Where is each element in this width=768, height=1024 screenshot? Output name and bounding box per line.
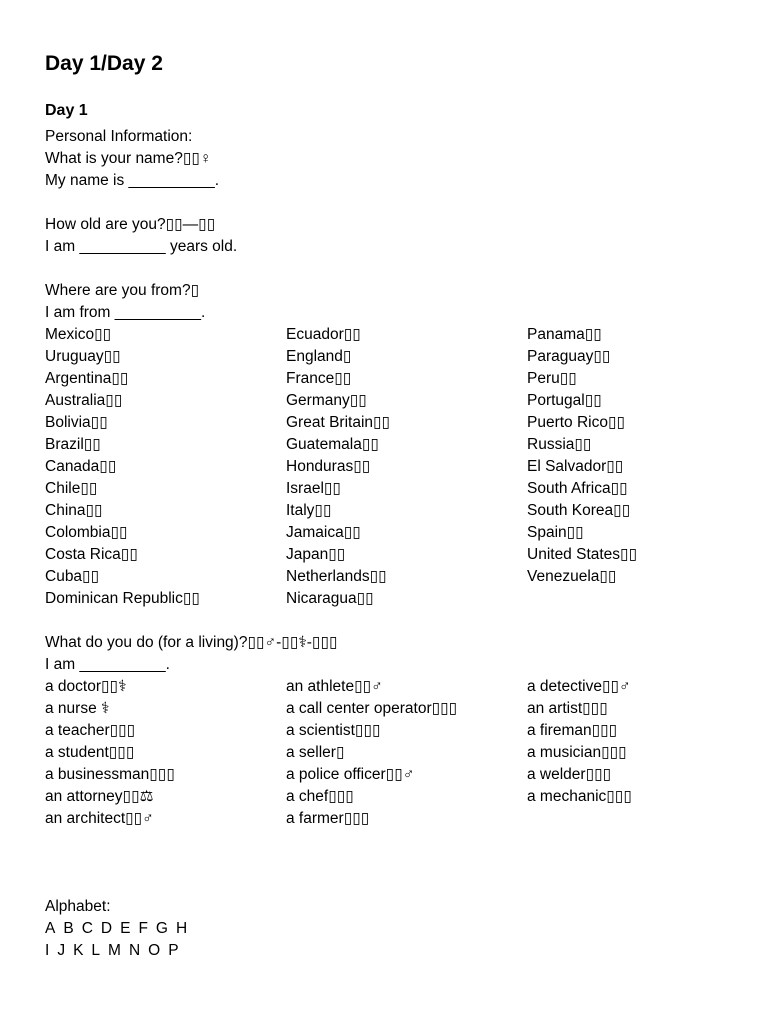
country-item: France▯▯ [286,370,352,387]
alphabet-letter: K [73,942,84,959]
alphabet-letter: H [175,920,188,937]
alphabet-label: Alphabet: [45,898,111,915]
job-item: a chef▯▯▯ [286,788,354,805]
country-item: Venezuela▯▯ [527,568,617,585]
job-answer: I am __________. [45,656,170,673]
country-item: Israel▯▯ [286,480,341,497]
country-item: Italy▯▯ [286,502,332,519]
country-item: Portugal▯▯ [527,392,602,409]
country-item: South Africa▯▯ [527,480,628,497]
job-question: What do you do (for a living)?▯▯♂-▯▯⚕-▯▯▯ [45,634,338,651]
country-item: Australia▯▯ [45,392,123,409]
job-item: a doctor▯▯⚕ [45,678,127,695]
job-item: a student▯▯▯ [45,744,135,761]
job-item: a welder▯▯▯ [527,766,612,783]
name-answer: My name is __________. [45,172,220,189]
page-title: Day 1/Day 2 [45,52,163,75]
alphabet-letter: E [120,920,131,937]
job-item: a teacher▯▯▯ [45,722,136,739]
country-item: Brazil▯▯ [45,436,101,453]
country-item: Colombia▯▯ [45,524,128,541]
alphabet-letter: B [63,920,74,937]
job-item: a farmer▯▯▯ [286,810,370,827]
alphabet-letter: F [138,920,148,937]
country-item: Canada▯▯ [45,458,117,475]
country-item: Paraguay▯▯ [527,348,611,365]
country-item: China▯▯ [45,502,103,519]
name-question: What is your name?▯▯♀ [45,150,212,167]
job-item: a seller▯ [286,744,345,761]
job-item: an athlete▯▯♂ [286,678,383,695]
alphabet-letter: N [128,942,141,959]
alphabet-letter: O [148,942,161,959]
country-item: Uruguay▯▯ [45,348,121,365]
day1-heading: Day 1 [45,102,88,119]
document-page [45,50,745,962]
personal-info-label: Personal Information: [45,128,193,145]
country-item: Panama▯▯ [527,326,602,343]
country-item: Peru▯▯ [527,370,577,387]
spacer [45,610,745,632]
alphabet-letter: I [45,942,50,959]
job-item: a detective▯▯♂ [527,678,631,695]
job-item: an attorney▯▯⚖ [45,788,154,805]
country-item: Chile▯▯ [45,480,98,497]
country-item: Germany▯▯ [286,392,367,409]
country-item: Mexico▯▯ [45,326,112,343]
alphabet-letter: M [108,942,121,959]
country-item: United States▯▯ [527,546,638,563]
from-answer: I am from __________. [45,304,206,321]
country-item: Nicaragua▯▯ [286,590,374,607]
alphabet-letter: D [100,920,113,937]
job-item: a police officer▯▯♂ [286,766,415,783]
countries-table [45,324,745,610]
job-item [527,808,745,830]
jobs-table [45,676,745,830]
country-item: Honduras▯▯ [286,458,371,475]
alphabet-letter: C [81,920,93,937]
country-item: El Salvador▯▯ [527,458,624,475]
alphabet-letter: P [168,942,179,959]
job-item: a musician▯▯▯ [527,744,627,761]
country-item: Guatemala▯▯ [286,436,379,453]
country-item: Bolivia▯▯ [45,414,108,431]
age-question: How old are you?▯▯—▯▯ [45,216,216,233]
age-answer: I am __________ years old. [45,238,238,255]
job-item: an architect▯▯♂ [45,810,154,827]
job-item: a call center operator▯▯▯ [286,700,458,717]
job-item: a mechanic▯▯▯ [527,788,632,805]
spacer [45,258,745,280]
country-item: Spain▯▯ [527,524,584,541]
alphabet-letter: L [91,942,101,959]
spacer [45,192,745,214]
job-item: a businessman▯▯▯ [45,766,175,783]
alphabet-letter: A [45,920,56,937]
country-item: Dominican Republic▯▯ [45,590,200,607]
country-item: South Korea▯▯ [527,502,631,519]
country-item: England▯ [286,348,352,365]
job-item: a nurse ⚕ [45,700,110,717]
country-item: Puerto Rico▯▯ [527,414,626,431]
country-item [527,588,745,610]
job-item: an artist▯▯▯ [527,700,608,717]
country-item: Japan▯▯ [286,546,346,563]
country-item: Jamaica▯▯ [286,524,361,541]
alphabet-row-1 [45,918,745,940]
spacer [45,830,745,896]
country-item: Russia▯▯ [527,436,592,453]
job-item: a fireman▯▯▯ [527,722,618,739]
country-item: Cuba▯▯ [45,568,100,585]
country-item: Netherlands▯▯ [286,568,387,585]
from-question: Where are you from?▯ [45,282,200,299]
job-item: a scientist▯▯▯ [286,722,381,739]
alphabet-letter: J [57,942,66,959]
alphabet-row-2 [45,940,745,962]
alphabet-letter: G [155,920,168,937]
country-item: Ecuador▯▯ [286,326,361,343]
country-item: Costa Rica▯▯ [45,546,138,563]
country-item: Argentina▯▯ [45,370,129,387]
country-item: Great Britain▯▯ [286,414,391,431]
